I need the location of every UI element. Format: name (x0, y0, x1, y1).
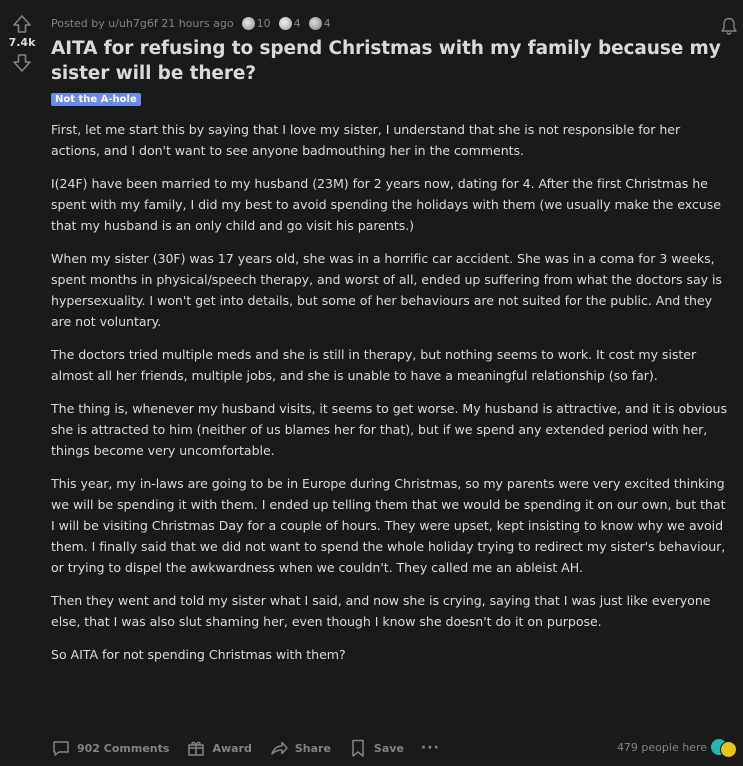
award-wholesome[interactable] (277, 17, 301, 30)
post-flair[interactable]: Not the A-hole (51, 93, 141, 106)
more-options-button[interactable]: ··· (420, 740, 440, 756)
award-label: Award (212, 741, 252, 755)
presence-label: 479 people here (616, 740, 707, 754)
award-helpful[interactable] (240, 17, 271, 30)
vote-column (0, 14, 44, 73)
body-paragraph: This year, my in-laws are going to be in Europe during Christmas, so my parents were very excited thinking we will be spending it with them. I ended up telling them that we would be spending it on our own, but that I will be visiting Christmas Day for a couple of hours. They were upset, kept insisting to know why we avoid them. I finally said that we did not want to spend the whole holiday trying to redirect my sister's behaviour, or trying to dispel the awkwardness when we couldn't. They called me an ableist AH. (51, 476, 726, 575)
award-count: 4 (323, 16, 331, 30)
award-count: 4 (293, 16, 301, 30)
gift-icon (186, 738, 206, 758)
body-paragraph: The doctors tried multiple meds and she is still in therapy, but nothing seems to work. It cost my sister almost all her friends, multiple jobs, and she is unable to have a meaningful relationship (so far). (51, 347, 697, 383)
body-paragraph: So AITA for not spending Christmas with them? (51, 647, 346, 662)
post-title[interactable]: AITA for refusing to spend Christmas with my family because my sister will be there? (51, 38, 721, 84)
award-button[interactable] (186, 738, 251, 758)
body-paragraph: Then they went and told my sister what I said, and now she is crying, saying that I was just like everyone else, that I was also slut shaming her, even though I know she doesn't do it on purpose. (51, 593, 711, 629)
share-label: Share (294, 741, 331, 755)
award-count: 10 (256, 16, 271, 30)
save-label: Save (373, 741, 404, 755)
share-icon (269, 738, 289, 758)
share-button[interactable] (269, 738, 331, 758)
presence-avatars (711, 737, 741, 757)
comment-icon (51, 738, 71, 758)
post-content (51, 14, 733, 677)
post-body (51, 119, 733, 665)
body-paragraph: The thing is, whenever my husband visits, it seems to get worse. My husband is attractive, and it is obvious she is attracted to him (neither of us blames her for that), but if we spend any extended period with her, things become very uncomfortable. (51, 401, 728, 458)
presence-indicator (617, 737, 741, 757)
downvote-icon[interactable] (12, 53, 32, 73)
body-paragraph: First, let me start this by saying that I love my sister, I understand that she is not responsible for her actions, and I don't want to see anyone badmouthing her in the comments. (51, 122, 681, 158)
posted-by[interactable]: Posted by u/uh7g6f 21 hours ago (51, 16, 234, 30)
bookmark-icon (348, 738, 368, 758)
wholesome-award-icon (279, 17, 292, 30)
body-paragraph: When my sister (30F) was 17 years old, she was in a horrific car accident. She was in a coma for 3 weeks, spent months in physical/speech therapy, and worst of all, ended up suffering from what the doctors say is hypersexuality. I won't get into details, but some of her behaviours are not suited for the public. And they are not voluntary. (51, 251, 722, 329)
silver-award-icon (309, 17, 322, 30)
post-meta (51, 14, 733, 32)
avatar (720, 741, 737, 758)
upvote-icon[interactable] (12, 14, 32, 34)
comments-button[interactable] (51, 738, 169, 758)
award-silver[interactable] (307, 17, 331, 30)
save-button[interactable] (348, 738, 404, 758)
vote-score: 7.4k (8, 36, 36, 49)
helpful-award-icon (242, 17, 255, 30)
comments-label: 902 Comments (77, 741, 170, 755)
post-actions (51, 736, 711, 760)
body-paragraph: I(24F) have been married to my husband (23M) for 2 years now, dating for 4. After the first Christmas he spent with my family, I did my best to avoid spending the holidays with them (we usually make the excuse that my husband is an only child and go visit his parents.) (51, 176, 721, 233)
